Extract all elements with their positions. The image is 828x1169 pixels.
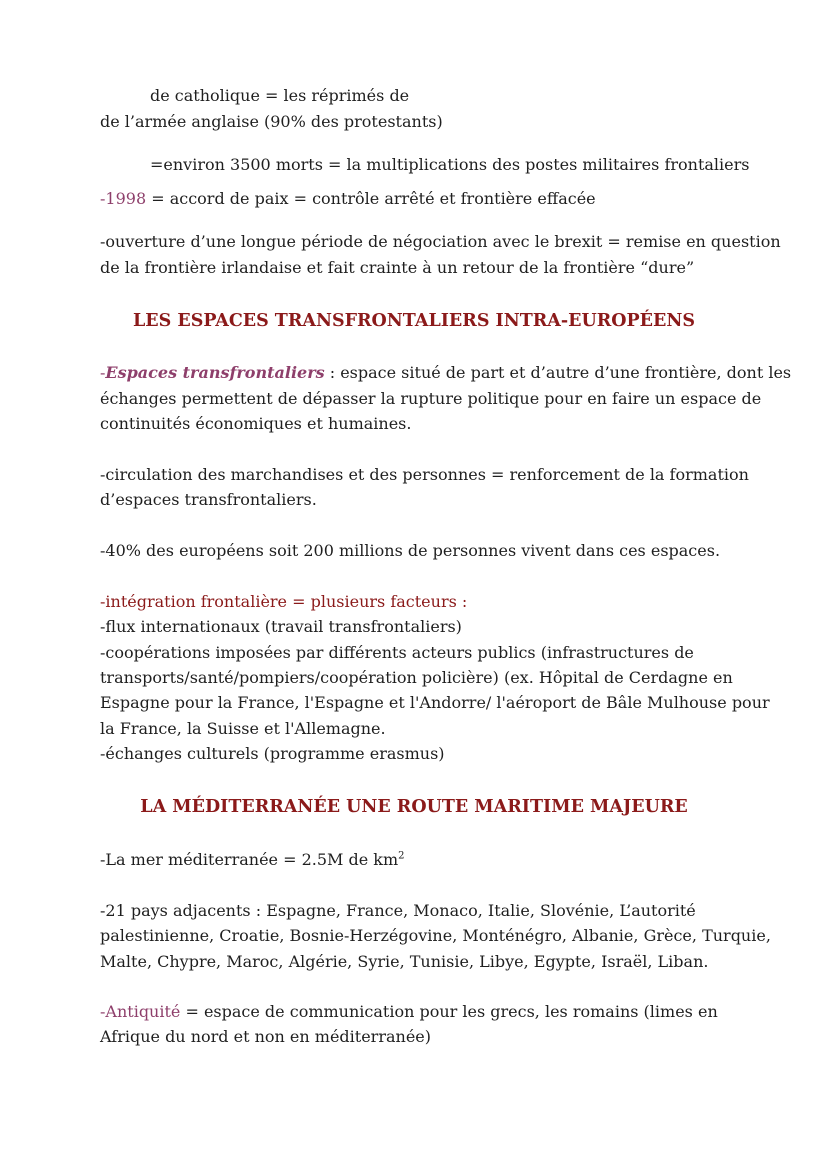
text-line: la France, la Suisse et l'Allemagne. xyxy=(100,719,386,738)
text-line: de l’armée anglaise (90% des protestants) xyxy=(100,112,443,131)
text-line: -40% des européens soit 200 millions de personnes vivent dans ces espaces. xyxy=(100,541,721,560)
subheading-integration: -intégration frontalière = plusieurs facteurs : xyxy=(100,592,468,611)
text-line: -ouverture d’une longue période de négociation avec le brexit = remise en question xyxy=(100,232,781,251)
text-line: de la frontière irlandaise et fait crainte à un retour de la frontière “dure” xyxy=(100,258,695,277)
text-line: transports/santé/pompiers/coopération policière) (ex. Hôpital de Cerdagne en xyxy=(100,668,733,687)
term-espaces-transfrontaliers: Espaces transfrontaliers xyxy=(105,363,325,382)
list-item: -échanges culturels (programme erasmus) xyxy=(100,744,445,763)
text-line: d’espaces transfrontaliers. xyxy=(100,490,317,509)
text-line-mer xyxy=(100,850,405,870)
text-line: =environ 3500 morts = la multiplications des postes militaires frontaliers xyxy=(150,155,750,174)
text-line: de catholique = les réprimés de xyxy=(150,86,410,105)
list-item: -flux internationaux (travail transfrontaliers) xyxy=(100,617,462,636)
text-line: palestinienne, Croatie, Bosnie-Herzégovine, Monténégro, Albanie, Grèce, Turquie, xyxy=(100,926,771,945)
list-item: -coopérations imposées par différents acteurs publics (infrastructures de xyxy=(100,643,694,662)
text-line: -21 pays adjacents : Espagne, France, Monaco, Italie, Slovénie, L’autorité xyxy=(100,901,696,920)
text-line-1998 xyxy=(100,189,596,209)
date-1998: -1998 xyxy=(100,189,147,208)
term-antiquite: Antiquité xyxy=(105,1002,181,1021)
text-span: - xyxy=(100,1002,106,1021)
superscript: 2 xyxy=(398,850,405,862)
text-span: = accord de paix = contrôle arrêté et frontière effacée xyxy=(146,189,596,208)
definition-line xyxy=(100,363,791,383)
section-heading-mediterranee: LA MÉDITERRANÉE UNE ROUTE MARITIME MAJEURE xyxy=(140,797,688,817)
text-line: Espagne pour la France, l'Espagne et l'Andorre/ l'aéroport de Bâle Mulhouse pour xyxy=(100,693,770,712)
text-span: = espace de communication pour les grecs, les romains (limes en xyxy=(180,1002,718,1021)
text-line: -circulation des marchandises et des personnes = renforcement de la formation xyxy=(100,465,749,484)
text-span: : espace situé de part et d’autre d’une frontière, dont les xyxy=(324,363,792,382)
text-line: continuités économiques et humaines. xyxy=(100,414,412,433)
text-span: -La mer méditerranée = 2.5M de km xyxy=(100,850,399,869)
text-line-antiquite xyxy=(100,1002,718,1022)
text-line: échanges permettent de dépasser la rupture politique pour en faire un espace de xyxy=(100,389,762,408)
text-span: - xyxy=(100,363,106,382)
text-line: Afrique du nord et non en méditerranée) xyxy=(100,1027,431,1046)
section-heading-transfrontaliers: LES ESPACES TRANSFRONTALIERS INTRA-EUROPÉENS xyxy=(133,311,695,331)
text-line: Malte, Chypre, Maroc, Algérie, Syrie, Tunisie, Libye, Egypte, Israël, Liban. xyxy=(100,952,709,971)
